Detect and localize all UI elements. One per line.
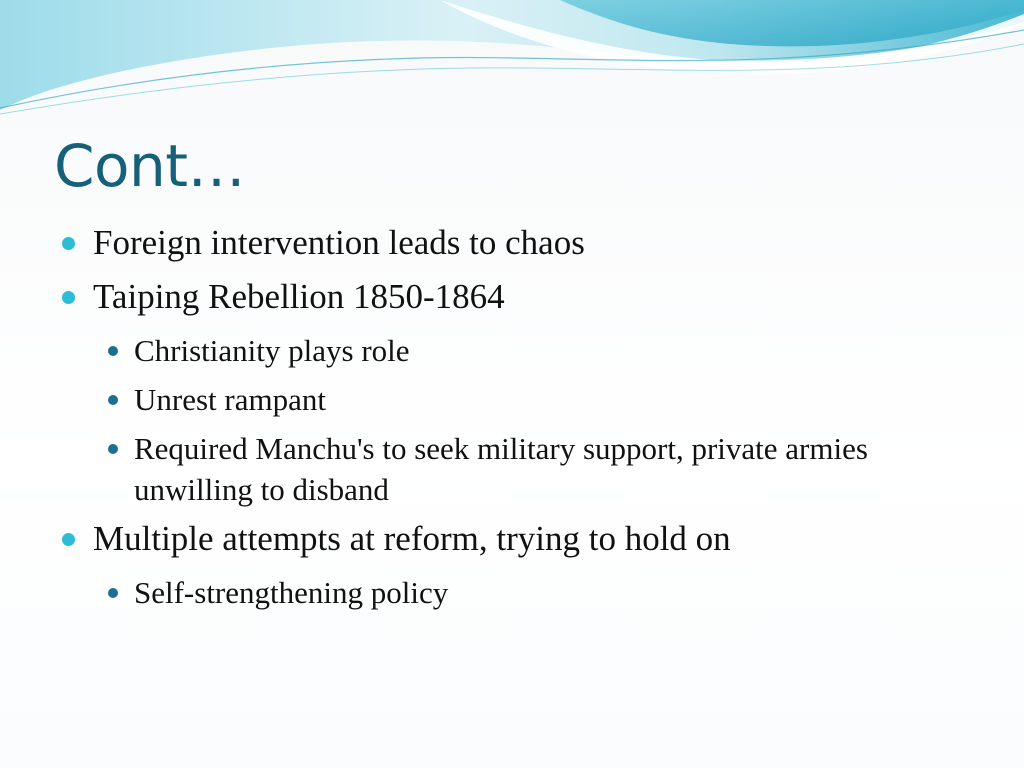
bullet-group [62, 222, 962, 264]
sub-bullet-dot-icon [108, 346, 118, 356]
bullet-text: Foreign intervention leads to chaos [93, 223, 585, 262]
sub-bullet-item [62, 572, 962, 613]
bullet-item [62, 518, 962, 560]
sub-bullet-dot-icon [108, 588, 118, 598]
sub-bullet-text: Unrest rampant [134, 382, 326, 417]
bullet-group [62, 276, 962, 510]
sub-bullet-item [62, 330, 962, 371]
sub-bullet-text: Christianity plays role [134, 333, 410, 368]
sub-bullet-dot-icon [108, 444, 118, 454]
bullet-text: Multiple attempts at reform, trying to hold on [93, 519, 731, 558]
bullet-item [62, 222, 962, 264]
sub-bullet-item [62, 428, 962, 510]
bullet-dot-icon [62, 291, 75, 304]
slide-content [62, 222, 962, 621]
bullet-item [62, 276, 962, 318]
bullet-group [62, 518, 962, 613]
sub-bullet-text: Required Manchu's to seek military support, private armies unwilling to disband [134, 431, 868, 507]
bullet-dot-icon [62, 533, 75, 546]
bullet-text: Taiping Rebellion 1850-1864 [93, 277, 505, 316]
slide-title: Cont… [54, 132, 245, 200]
bullet-dot-icon [62, 237, 75, 250]
decorative-wave-banner [0, 0, 1024, 130]
bullet-list [62, 222, 962, 613]
sub-bullet-dot-icon [108, 395, 118, 405]
sub-bullet-text: Self-strengthening policy [134, 575, 449, 610]
sub-bullet-item [62, 379, 962, 420]
